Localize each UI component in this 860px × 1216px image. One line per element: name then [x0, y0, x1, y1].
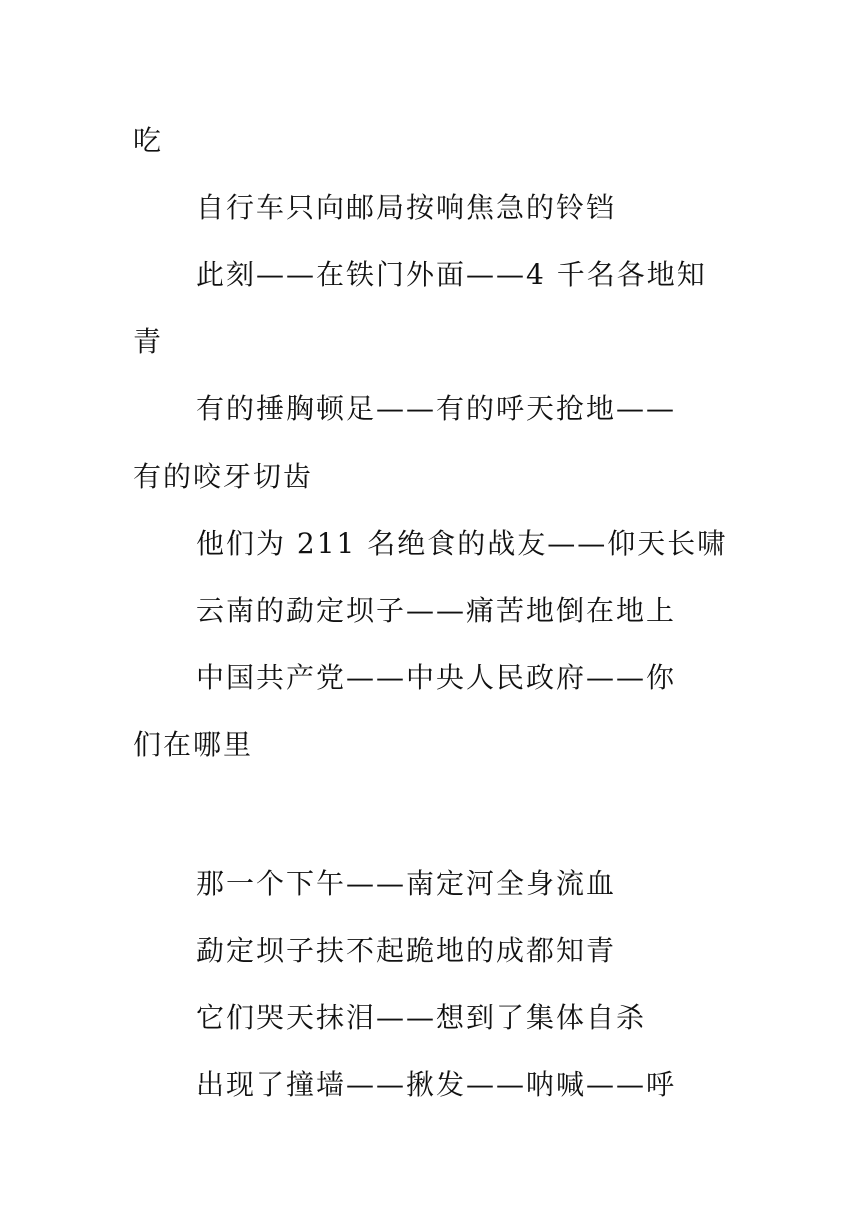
text-line: 它们哭天抹泪——想到了集体自杀 — [196, 1001, 647, 1034]
text-line: 吃 — [133, 124, 164, 157]
text-line: 他们为 211 名绝食的战友——仰天长啸 — [196, 527, 728, 560]
text-line: 那一个下午——南定河全身流血 — [196, 867, 617, 900]
text-line: 中国共产党——中央人民政府——你 — [196, 661, 677, 694]
text-line: 云南的勐定坝子——痛苦地倒在地上 — [196, 594, 677, 627]
text-line: 有的捶胸顿足——有的呼天抢地—— — [196, 392, 677, 425]
text-line: 有的咬牙切齿 — [133, 460, 314, 493]
text-line: 勐定坝子扶不起跪地的成都知青 — [196, 934, 617, 967]
text-line: 出现了撞墙——揪发——呐喊——呼 — [196, 1068, 677, 1101]
text-line: 此刻——在铁门外面——4 千名各地知 — [196, 258, 707, 291]
text-line: 自行车只向邮局按响焦急的铃铛 — [196, 191, 617, 224]
text-line: 们在哪里 — [133, 728, 254, 761]
text-line: 青 — [133, 325, 164, 358]
